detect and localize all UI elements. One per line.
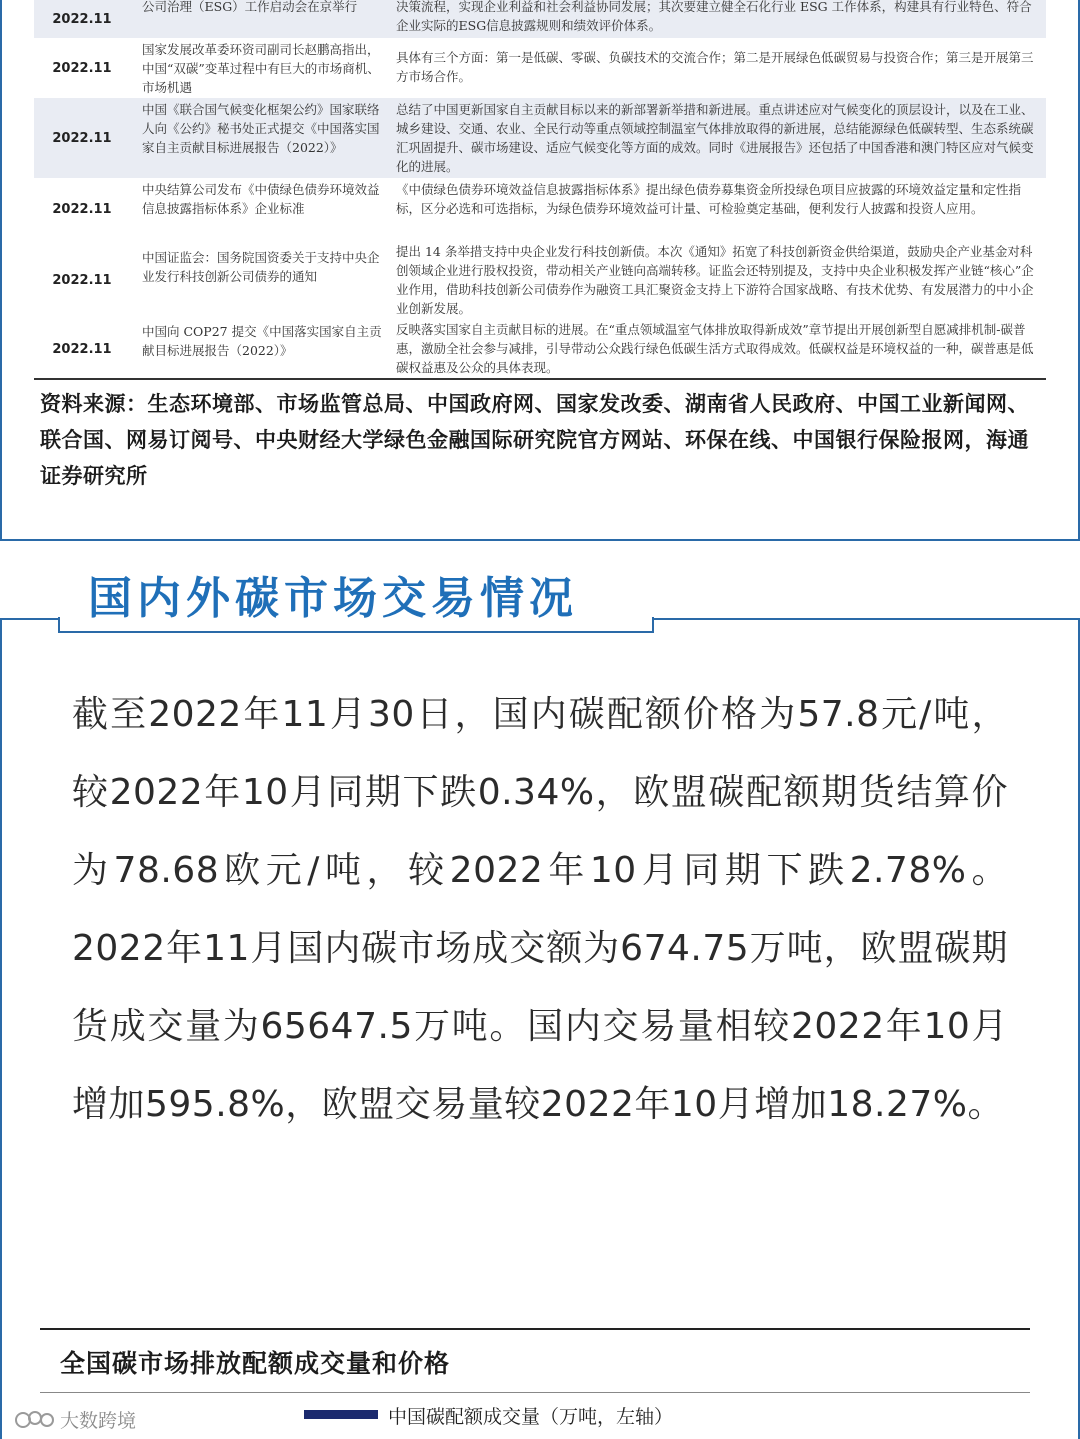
- row-date: 2022.11: [52, 341, 112, 357]
- row-date: 2022.11: [52, 11, 112, 27]
- row-date: 2022.11: [52, 130, 112, 146]
- section-body-paragraph: 截至2022年11月30日，国内碳配额价格为57.8元/吨，较2022年10月同期下跌0.34%，欧盟碳配额期货结算价为78.68欧元/吨，较2022年10月同期下跌2.78%。2022年11月国内碳市场成交额为674.75万吨，欧盟碳期货成交量为65647.5万吨。国内交易量相较2022年10月增加595.8%，欧盟交易量较2022年10月增加18.27%。: [72, 694, 1008, 1125]
- table-row: [34, 240, 1046, 320]
- table-row: [34, 98, 1046, 178]
- banner-notch-left: [58, 617, 60, 633]
- row-date: 2022.11: [52, 60, 112, 76]
- figure-title-rule: [40, 1392, 1030, 1393]
- banner-notch-right: [652, 617, 654, 633]
- brand-logo-icon: [14, 1409, 56, 1431]
- row-description: 提出 14 条举措支持中央企业发行科技创新债。本次《通知》拓宽了科技创新资金供给渠道，鼓励央企产业基金对科创领域企业进行股权投资，带动相关产业链向高端转移。证监会还特别提及，支持中央企业积极发挥产业链“核心”企业作用，借助科技创新公司债券作为融资工具汇聚资金支持上下游符合国家战略、有技术优势、有发展潜力的中小企业创新发展。: [396, 244, 1034, 316]
- section-title: 国内外碳市场交易情况: [88, 573, 578, 624]
- row-description: 总结了中国更新国家自主贡献目标以来的新部署新举措和新进展。重点讲述应对气候变化的顶层设计，以及在工业、城乡建设、交通、农业、全民行动等重点领域控制温室气体排放取得的新进展，总结能源绿色低碳转型、生态系统碳汇巩固提升、碳市场建设、适应气候变化等方面的成效。同时《进展报告》还包括了中国香港和澳门特区应对气候变化的进展。: [396, 102, 1034, 174]
- row-event: 公司治理（ESG）工作启动会在京举行: [142, 0, 358, 14]
- figure-top-rule: [40, 1328, 1030, 1330]
- table-row: [34, 0, 1046, 38]
- row-description: 反映落实国家自主贡献目标的进展。在“重点领域温室气体排放取得新成效”章节提出开展创新型自愿减排机制-碳普惠，激励全社会参与减排，引导带动公众践行绿色低碳生活方式取得成效。低碳权益是环境权益的一种，碳普惠是低碳权益惠及公众的具体表现。: [396, 322, 1034, 375]
- row-event: 中国《联合国气候变化框架公约》国家联络人向《公约》秘书处正式提交《中国落实国家自主贡献目标进展报告（2022）》: [142, 102, 380, 155]
- figure-title: 全国碳市场排放配额成交量和价格: [60, 1349, 451, 1378]
- row-date: 2022.11: [52, 201, 112, 217]
- legend-label: 中国碳配额成交量（万吨，左轴）: [388, 1406, 674, 1428]
- row-event: 国家发展改革委环资司副司长赵鹏高指出，中国“双碳”变革过程中有巨大的市场商机、市场机遇: [142, 42, 380, 95]
- table-row: [34, 320, 1046, 378]
- legend-swatch: [304, 1410, 378, 1419]
- row-description: 决策流程，实现企业利益和社会利益协同发展；其次要建立健全石化行业 ESG 工作体系，构建具有行业特色、符合企业实际的ESG信息披露规则和绩效评价体系。: [396, 0, 1032, 33]
- row-date: 2022.11: [52, 272, 112, 288]
- watermark-text: 大数跨境: [60, 1410, 137, 1432]
- table-row: [34, 178, 1046, 240]
- table-row: [34, 38, 1046, 98]
- row-event: 中国向 COP27 提交《中国落实国家自主贡献目标进展报告（2022）》: [142, 324, 382, 358]
- row-description: 具体有三个方面：第一是低碳、零碳、负碳技术的交流合作；第二是开展绿色低碳贸易与投资合作；第三是开展第三方市场合作。: [396, 50, 1034, 84]
- table-bottom-rule: [34, 378, 1046, 380]
- row-event: 中国证监会：国务院国资委关于支持中央企业发行科技创新公司债券的通知: [142, 250, 380, 284]
- watermark: [14, 1406, 136, 1433]
- row-event: 中央结算公司发布《中债绿色债券环境效益信息披露指标体系》企业标准: [142, 182, 380, 216]
- row-description: 《中债绿色债券环境效益信息披露指标体系》提出绿色债券募集资金所投绿色项目应披露的环境效益定量和定性指标，区分必选和可选指标，为绿色债券环境效益可计量、可检验奠定基础，便利发行人披露和投资人应用。: [396, 182, 1022, 216]
- table-source-note: 资料来源：生态环境部、市场监管总局、中国政府网、国家发改委、湖南省人民政府、中国工业新闻网、联合国、网易订阅号、中央财经大学绿色金融国际研究院官方网站、环保在线、中国银行保险报网，海通证券研究所: [40, 391, 1029, 488]
